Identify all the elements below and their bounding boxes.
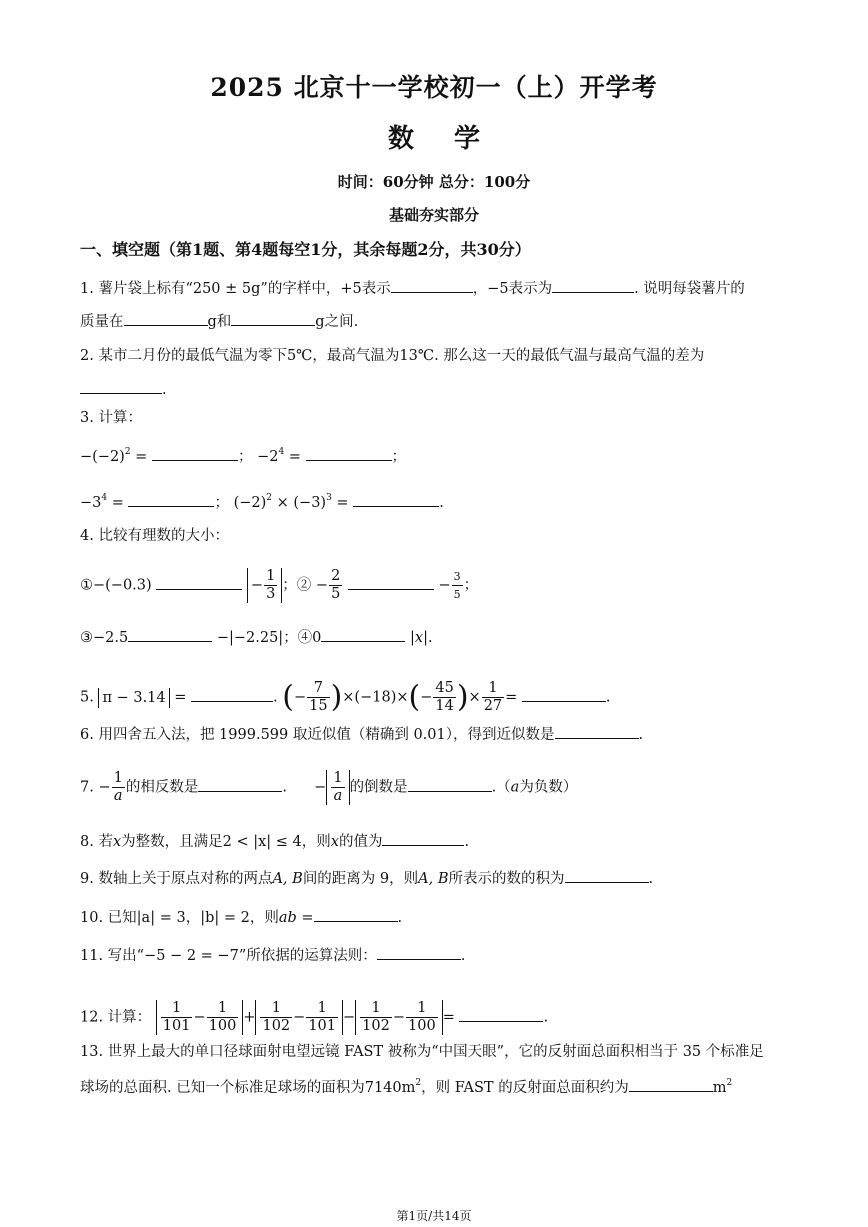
- q1-text: ”的字样中，: [260, 281, 341, 297]
- frac-den: 5: [331, 586, 341, 602]
- section-heading: 一、填空题（第1题、第4题每空1分，其余每题2分，共30分）: [80, 240, 531, 259]
- answer-blank[interactable]: [80, 379, 162, 394]
- q7-minus: −: [314, 779, 327, 796]
- question-3-label: 3. 计算：: [80, 410, 142, 426]
- q13-text: 球场的总面积. 已知一个标准足球场的面积为: [80, 1080, 365, 1096]
- q12-abs-2: [255, 1000, 343, 1035]
- q7-text: 的倒数是: [349, 779, 408, 796]
- q1-text: 和: [216, 314, 232, 330]
- q3-eq: =: [130, 449, 152, 465]
- question-5: [80, 680, 611, 715]
- q10-expr: |b| = 2: [200, 910, 250, 926]
- q1-unit: g: [207, 314, 217, 330]
- frac-num: 1: [482, 680, 504, 698]
- answer-blank[interactable]: [314, 907, 398, 922]
- frac-den: a: [113, 788, 123, 804]
- q1-text: 表示为: [508, 281, 553, 297]
- q4-sep: ；: [282, 577, 297, 594]
- question-13-line-1: 13. 世界上最大的单口径球面射电望远镜 FAST 被称为“中国天眼”，它的反射面总面积相当于 35 个标准足: [80, 1044, 764, 1060]
- q4-marker: ；④0: [283, 630, 322, 646]
- question-4-label: 4. 比较有理数的大小：: [80, 528, 229, 544]
- question-8: [80, 831, 469, 852]
- question-3-line-2: [80, 492, 444, 513]
- answer-blank[interactable]: [522, 687, 606, 702]
- question-2-line-2: [80, 379, 167, 400]
- frac-den: a: [333, 788, 343, 804]
- q4-marker: ③: [80, 630, 93, 646]
- answer-blank[interactable]: [459, 1007, 543, 1022]
- q1-plus5: +5: [340, 281, 362, 297]
- q8-text: 8. 若: [80, 834, 113, 850]
- time-info: 时间：60分钟 总分：100分: [337, 173, 531, 191]
- answer-blank[interactable]: [555, 724, 639, 739]
- q7-minus: −: [98, 779, 111, 796]
- answer-blank[interactable]: [191, 687, 273, 702]
- q2-text: . 那么这一天的最低气温与最高气温的差为: [434, 348, 705, 364]
- q2-high-temp: 13℃: [399, 348, 435, 364]
- frac-den: 5: [453, 588, 461, 601]
- answer-blank[interactable]: [156, 575, 242, 590]
- q4-frac: [452, 568, 463, 603]
- q5-frac: [307, 680, 329, 715]
- q5-frac: [433, 680, 455, 715]
- question-9: [80, 868, 653, 889]
- q3-sep: ；: [237, 449, 253, 465]
- answer-blank[interactable]: [231, 311, 315, 326]
- q5-times: ×: [468, 689, 481, 706]
- q4-expr: |x|: [410, 630, 428, 646]
- q13-exp: 2: [726, 1078, 733, 1088]
- q2-text: 2. 某市二月份的最低气温为零下: [80, 348, 287, 364]
- q5-minus: −: [420, 689, 433, 706]
- q9-text: 所表示的数的积为: [448, 871, 565, 887]
- q4-expr: −(−0.3): [93, 577, 152, 594]
- q3-eq: =: [331, 495, 354, 511]
- q11-expr: −5 − 2 = −7: [144, 948, 239, 964]
- answer-blank[interactable]: [128, 627, 212, 642]
- question-11: [80, 945, 465, 966]
- question-13-line-2: [80, 1077, 732, 1098]
- q12-minus: −: [392, 1009, 405, 1026]
- q12-frac: [406, 1000, 438, 1035]
- q5-paren: ): [330, 679, 343, 715]
- exam-title: 2025 北京十一学校初一（上）开学考: [210, 73, 658, 102]
- q8-text: 的值为: [338, 834, 383, 850]
- q5-paren: ): [456, 679, 469, 715]
- q5-eq: =: [169, 689, 187, 706]
- q8-var: x: [112, 834, 122, 850]
- answer-blank[interactable]: [306, 446, 392, 461]
- q8-text: ，则: [301, 834, 331, 850]
- q4-minus: −: [250, 577, 264, 594]
- answer-blank[interactable]: [377, 945, 461, 960]
- frac-num: 3: [452, 568, 463, 586]
- q12-abs-3: [355, 1000, 443, 1035]
- q10-expr: |a| = 3: [136, 910, 186, 926]
- q13-area: 7140m: [364, 1080, 416, 1096]
- q3-sep: ；: [391, 449, 407, 465]
- answer-blank[interactable]: [629, 1077, 713, 1092]
- frac-den: 14: [435, 698, 454, 714]
- q4-expr: −2.5: [93, 630, 129, 646]
- frac-den: 101: [162, 1018, 191, 1034]
- q8-text: 为整数，且满足: [121, 834, 223, 850]
- q12-frac: [207, 1000, 239, 1035]
- q3-expr: (−2): [233, 495, 267, 511]
- q3-end: .: [439, 495, 444, 511]
- q11-text: ”所依据的运算法则：: [238, 948, 377, 964]
- answer-blank[interactable]: [152, 446, 238, 461]
- q4-end: .: [427, 630, 433, 646]
- q12-frac: [306, 1000, 338, 1035]
- q10-text: ，: [185, 910, 201, 926]
- question-2-line-1: [80, 346, 704, 366]
- q1-text: 1. 薯片袋上标有“: [80, 281, 193, 297]
- q1-text: 表示: [361, 281, 391, 297]
- q12-text: 12. 计算：: [80, 1009, 152, 1026]
- q8-var: x: [330, 834, 339, 850]
- answer-blank[interactable]: [124, 311, 208, 326]
- q3-exp: 4: [278, 447, 285, 457]
- frac-num: 1: [161, 1000, 193, 1018]
- q5-abs: π − 3.14: [98, 688, 169, 708]
- q1-minus5: −5: [487, 281, 509, 297]
- q6-end: .: [638, 727, 644, 743]
- frac-den: 102: [262, 1018, 291, 1034]
- question-12: [80, 1000, 548, 1035]
- frac-num: 1: [360, 1000, 392, 1018]
- question-6: [80, 724, 643, 745]
- frac-num: 1: [306, 1000, 338, 1018]
- q6-text: 6. 用四舍五入法，把 1999.599 取近似值（精确到 0.01），得到近似数是: [80, 727, 555, 743]
- q12-minus: −: [343, 1009, 356, 1026]
- answer-blank[interactable]: [382, 831, 464, 846]
- q9-end: .: [648, 871, 654, 887]
- frac-num: 2: [331, 568, 341, 584]
- q4-frac: [329, 568, 342, 603]
- frac-num: 1: [260, 1000, 292, 1018]
- answer-blank[interactable]: [552, 278, 634, 293]
- page-footer: 第1页/共14页: [396, 1209, 472, 1223]
- question-1-line-2: [80, 311, 358, 332]
- q12-plus: +: [243, 1009, 256, 1026]
- q5-end: .: [605, 689, 611, 706]
- question-1-line-1: [80, 278, 745, 299]
- q1-expr: 250 ± 5g: [192, 281, 261, 297]
- q5-expr: ×(−18)×: [342, 689, 409, 706]
- frac-den: 102: [362, 1018, 390, 1034]
- answer-blank[interactable]: [321, 627, 405, 642]
- q3-expr: −3: [80, 495, 102, 511]
- q9-text: 9. 数轴上关于原点对称的两点: [80, 871, 273, 887]
- q7-frac: [331, 770, 344, 805]
- q4-minus: −: [438, 577, 451, 594]
- frac-num: 1: [207, 1000, 239, 1018]
- q7-text: .（: [491, 779, 511, 796]
- q5-eq: =: [505, 689, 518, 706]
- q2-low-temp: 5℃: [286, 348, 313, 364]
- q12-eq: =: [442, 1009, 455, 1026]
- question-4-line-2: [80, 627, 433, 648]
- q1-text: . 说明每袋薯片的: [634, 281, 745, 297]
- q4-abs: [247, 568, 282, 603]
- frac-den: 15: [309, 698, 328, 714]
- q4-sep: ；: [463, 577, 479, 594]
- q3-exp: 2: [266, 493, 273, 503]
- frac-den: 27: [483, 698, 503, 714]
- q3-expr: × (−3): [272, 495, 327, 511]
- q3-sep: ；: [214, 495, 229, 511]
- question-10: [80, 907, 402, 928]
- answer-blank[interactable]: [128, 492, 214, 507]
- q10-expr: ab =: [278, 910, 314, 926]
- q12-minus: −: [193, 1009, 206, 1026]
- q12-abs-1: [156, 1000, 244, 1035]
- q11-text: 11. 写出“: [80, 948, 145, 964]
- q8-ineq: 2 < |x| ≤ 4: [222, 834, 302, 850]
- q10-text: ，则: [249, 910, 279, 926]
- q7-abs: [326, 770, 349, 805]
- q7-text: 为负数）: [519, 779, 578, 796]
- q7-var: a: [510, 779, 520, 796]
- answer-blank[interactable]: [565, 868, 649, 883]
- q12-frac: [260, 1000, 292, 1035]
- q8-end: .: [464, 834, 470, 850]
- q1-unit: g: [315, 314, 325, 330]
- q12-frac: [360, 1000, 392, 1035]
- frac-num: 1: [333, 770, 343, 786]
- q2-text: ，最高气温为: [312, 348, 400, 364]
- answer-blank[interactable]: [408, 777, 492, 792]
- answer-blank[interactable]: [353, 492, 439, 507]
- q12-end: .: [543, 1009, 549, 1026]
- q7-text: 的相反数是: [125, 779, 199, 796]
- q10-end: .: [397, 910, 403, 926]
- q5-number: 5.: [80, 689, 94, 706]
- q7-frac: [112, 770, 125, 805]
- q3-expr: −2: [257, 449, 279, 465]
- q13-unit: m: [712, 1080, 727, 1096]
- q9-vars: A, B: [418, 871, 449, 887]
- frac-den: 100: [408, 1018, 436, 1034]
- frac-den: 100: [208, 1018, 237, 1034]
- frac-num: 45: [435, 680, 454, 696]
- q9-text: 间的距离为 9，则: [302, 871, 419, 887]
- q3-exp: 4: [101, 493, 108, 503]
- answer-blank[interactable]: [391, 278, 473, 293]
- q3-expr: −(−2): [80, 449, 125, 465]
- q12-frac: [161, 1000, 193, 1035]
- answer-blank[interactable]: [198, 777, 282, 792]
- frac-num: 7: [307, 680, 329, 698]
- question-3-line-1: [80, 446, 406, 467]
- frac-num: 1: [266, 568, 276, 584]
- q4-expr: −|−2.25|: [216, 630, 284, 646]
- q4-marker: ①: [80, 577, 93, 594]
- q12-minus: −: [293, 1009, 306, 1026]
- part-title: 基础夯实部分: [388, 206, 479, 224]
- q5-end: .: [273, 689, 278, 706]
- q11-end: .: [460, 948, 466, 964]
- subject-title: 数学: [387, 124, 520, 154]
- q4-frac: [264, 568, 277, 603]
- answer-blank[interactable]: [348, 575, 434, 590]
- q3-exp: 2: [124, 447, 131, 457]
- q1-text: ，: [472, 281, 488, 297]
- q1-text: 质量在: [80, 314, 124, 330]
- q4-minus: −: [315, 577, 329, 594]
- q7-number: 7.: [80, 779, 94, 796]
- q9-vars: A, B: [272, 871, 303, 887]
- q7-text: .: [282, 779, 287, 796]
- question-4-line-1: [80, 568, 478, 603]
- q3-exp: 3: [326, 493, 332, 503]
- q3-eq: =: [107, 495, 129, 511]
- q5-paren: (: [408, 679, 421, 715]
- q5-frac: [482, 680, 504, 715]
- frac-den: 3: [266, 586, 276, 602]
- q13-text: ，则 FAST 的反射面总面积约为: [421, 1080, 629, 1096]
- question-7: [80, 770, 577, 805]
- frac-num: 1: [113, 770, 123, 786]
- q3-eq: =: [284, 449, 306, 465]
- q4-marker: ②: [296, 577, 312, 594]
- frac-den: 101: [308, 1018, 336, 1034]
- q5-paren: (: [282, 679, 294, 715]
- q1-text: 之间.: [324, 314, 359, 330]
- q2-text: .: [162, 382, 167, 398]
- q13-exp: 2: [415, 1078, 422, 1088]
- q5-minus: −: [293, 689, 307, 706]
- frac-num: 1: [406, 1000, 438, 1018]
- q10-text: 10. 已知: [80, 910, 137, 926]
